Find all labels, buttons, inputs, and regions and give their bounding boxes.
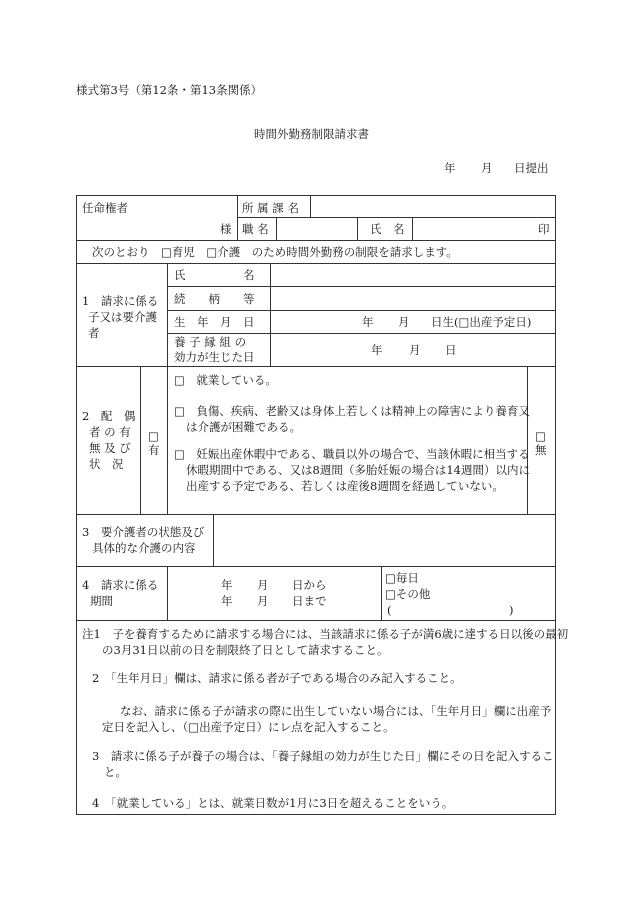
col-divider — [167, 566, 168, 620]
period-other-paren-open: ( — [387, 603, 392, 617]
field-adoption-label: 効力が生じた日 — [174, 350, 255, 364]
note-1: 注1 子を養育するために請求する場合には、当該請求に係る子が満6歳に達する日以後の最初の3月31日以前の日を制限終了日として請求すること。 — [82, 627, 569, 657]
birth-year: 年 — [362, 315, 374, 329]
department-label: 所 属 課 名 — [242, 201, 299, 215]
period-from-month: 月 — [257, 578, 269, 592]
col-divider — [270, 263, 271, 366]
spouse-option-working[interactable]: □ 就業している。 — [174, 373, 277, 387]
seal-mark: 印 — [538, 222, 550, 236]
page-title: 時間外勤務制限請求書 — [254, 127, 369, 141]
row-divider — [237, 217, 556, 218]
row-divider — [167, 286, 556, 287]
row-divider — [76, 566, 556, 567]
col-divider — [140, 366, 141, 514]
date-year-label: 年 — [444, 161, 456, 175]
adoption-year: 年 — [371, 343, 383, 357]
section2-label: 無 及 び — [89, 441, 131, 455]
section1-label: 1 請求に係る — [82, 294, 159, 308]
sama-label: 様 — [220, 222, 232, 236]
position-label: 職 名 — [242, 222, 269, 236]
col-divider — [276, 217, 277, 240]
col-divider — [310, 195, 311, 217]
field-relationship-label: 続 柄 等 — [174, 292, 255, 306]
row-divider — [76, 240, 556, 241]
adoption-day: 日 — [445, 343, 457, 357]
date-month-label: 月 — [481, 161, 493, 175]
period-to-year: 年 — [221, 594, 233, 608]
col-divider — [167, 263, 168, 366]
field-name-label: 氏 名 — [174, 268, 255, 282]
spouse-none-checkbox[interactable]: □ — [535, 429, 546, 443]
section2-label: 者 の 有 — [89, 425, 131, 439]
section3-label: 具体的な介護の内容 — [92, 541, 196, 555]
spouse-option-maternity[interactable]: □ 妊娠出産休暇中である、職員以外の場合で、当該休暇に相当する休暇期間中である、又は8週間（多胎妊娠の場合は14週間）以内に出産する予定である、若しくは産後8週間を経過していない。 — [174, 447, 530, 493]
field-adoption-label: 養 子 縁 組 の — [174, 335, 247, 349]
row-divider — [76, 620, 556, 621]
spouse-has-label: 有 — [148, 443, 160, 457]
col-divider — [357, 217, 358, 240]
period-other-paren-close: ) — [509, 603, 514, 617]
row-divider — [76, 366, 556, 367]
spouse-none-label: 無 — [535, 443, 547, 457]
birth-month: 月 — [398, 315, 410, 329]
note-2: 2 「生年月日」欄は、請求に係る者が子である場合のみ記入すること。 — [92, 671, 462, 685]
col-divider — [381, 566, 382, 620]
name-label: 氏 名 — [370, 222, 405, 236]
row-divider — [76, 263, 556, 264]
appointer-label: 任命権者 — [82, 201, 128, 215]
period-to-day: 日まで — [292, 594, 327, 608]
spouse-has-checkbox[interactable]: □ — [148, 429, 159, 443]
section1-label: 子又は要介護 — [88, 310, 157, 324]
note-3: 3 請求に係る子が養子の場合は、「養子縁組の効力が生じた日」欄にその日を記入すること。 — [92, 749, 554, 779]
period-from-day: 日から — [292, 578, 327, 592]
col-divider — [237, 195, 238, 240]
request-statement: 次のとおり □育児 □介護 のため時間外勤務の制限を請求します。 — [92, 245, 458, 259]
section2-label: 2 配 偶 — [82, 409, 136, 423]
spouse-option-unable[interactable]: □ 負傷、疾病、老齢又は身体上若しくは精神上の障害により養育又は介護が困難である。 — [174, 404, 530, 434]
section4-label: 期間 — [90, 594, 113, 608]
period-daily-option[interactable]: □毎日 — [385, 571, 419, 585]
row-divider — [76, 514, 556, 515]
date-submit-label: 日提出 — [514, 161, 549, 175]
adoption-month: 月 — [409, 343, 421, 357]
col-divider — [412, 217, 413, 240]
period-to-month: 月 — [257, 594, 269, 608]
note-4: 4 「就業している」とは、就業日数が1月に3日を超えることをいう。 — [92, 796, 454, 810]
section2-label: 状 況 — [89, 457, 124, 471]
birth-day: 日生(□出産予定日) — [431, 315, 532, 329]
note-2-sub: なお、請求に係る子が請求の際に出生していない場合には、「生年月日」欄に出産予定日を記入し、（□出産予定日）にレ点を記入すること。 — [102, 704, 552, 734]
period-other-option[interactable]: □その他 — [385, 587, 431, 601]
col-divider — [167, 366, 168, 514]
section1-label: 者 — [88, 326, 100, 340]
section4-label: 4 請求に係る — [82, 578, 159, 592]
col-divider — [213, 514, 214, 566]
field-birth-label: 生 年 月 日 — [174, 315, 255, 329]
form-number: 様式第3号（第12条・第13条関係） — [76, 83, 263, 97]
period-from-year: 年 — [221, 578, 233, 592]
section3-label: 3 要介護者の状態及び — [82, 525, 205, 539]
row-divider — [167, 310, 556, 311]
